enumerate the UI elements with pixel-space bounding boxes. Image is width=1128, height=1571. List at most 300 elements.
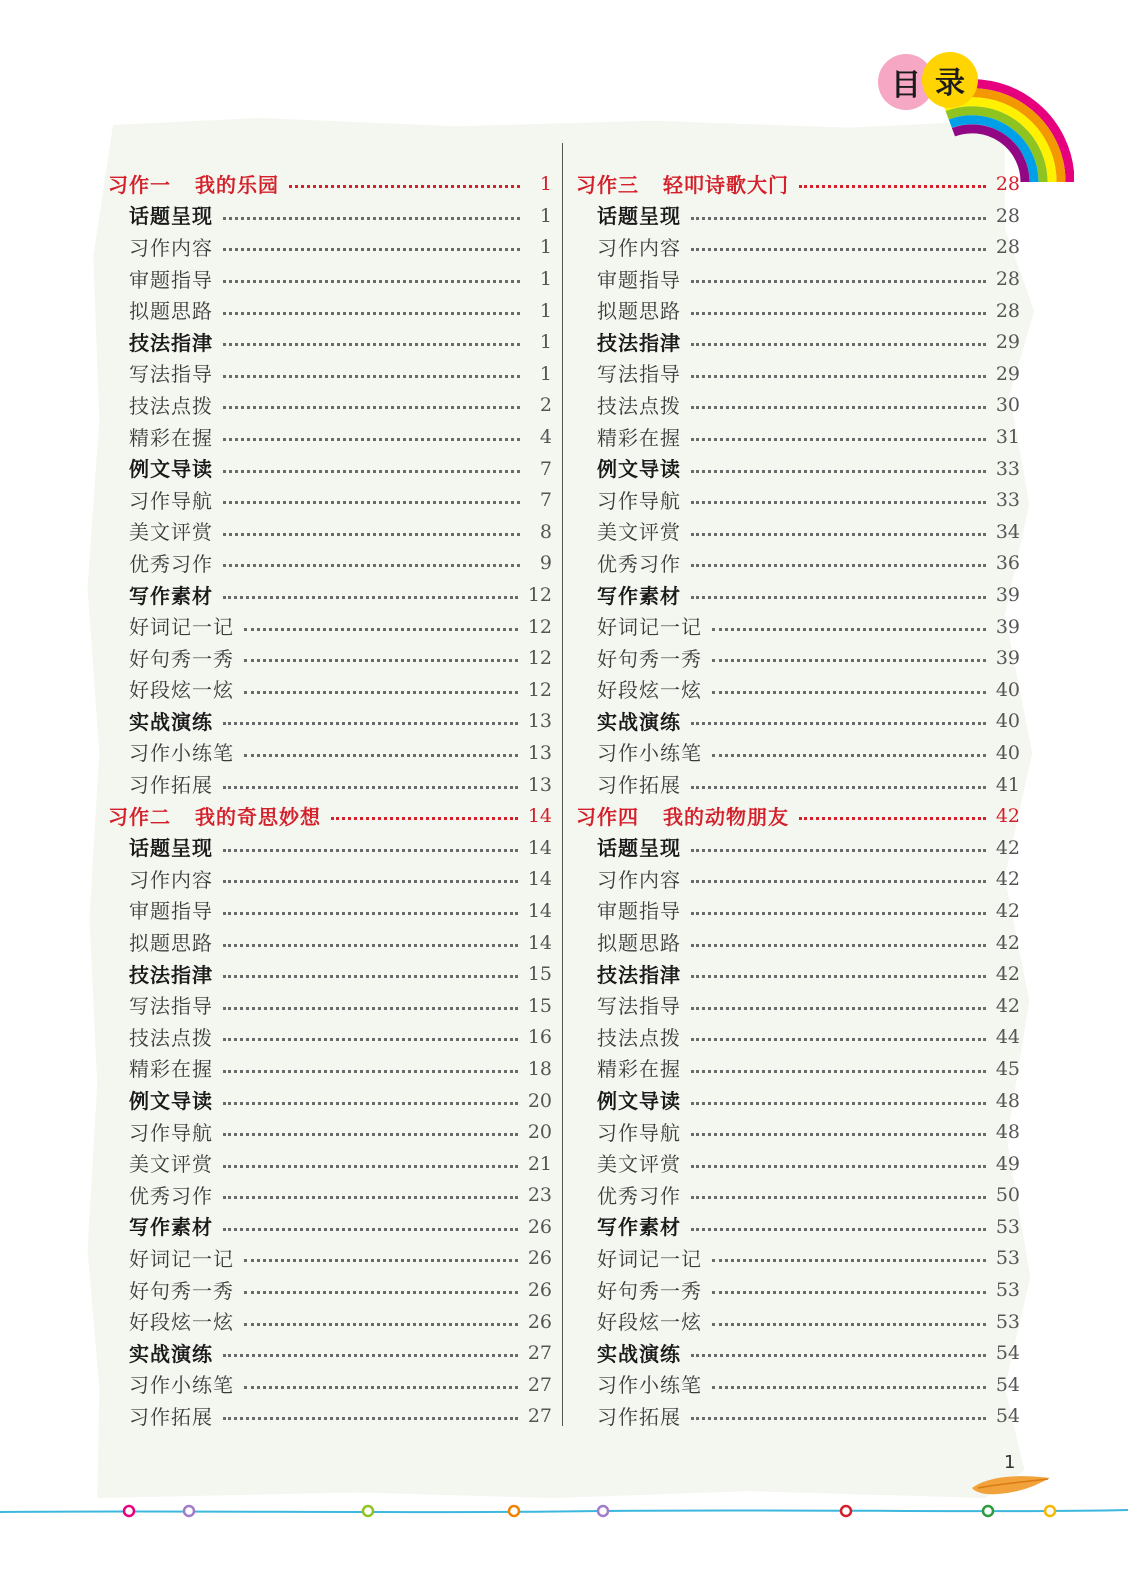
dot-leader [244,1291,518,1294]
toc-item-entry[interactable] [108,990,552,1022]
toc-item-entry[interactable] [108,232,552,264]
toc-item-entry[interactable] [576,1117,1020,1149]
toc-page-number: 26 [527,1247,552,1270]
dot-leader [223,596,518,599]
toc-page-number: 20 [527,1089,552,1112]
toc-item-entry[interactable] [108,295,552,327]
toc-page-number: 42 [995,994,1020,1017]
toc-page-number: 42 [995,836,1020,859]
toc-entry-label [108,172,279,197]
dot-leader [691,564,986,567]
toc-section-title: 我的动物朋友 [663,804,789,829]
toc-entry-label: 好词记一记 [597,1246,702,1271]
toc-item-entry[interactable] [108,1370,552,1402]
toc-page-number: 54 [995,1373,1020,1396]
toc-page-number: 39 [995,647,1020,670]
dot-leader [223,501,520,504]
toc-section-title: 我的奇思妙想 [195,804,321,829]
dot-leader [331,817,518,820]
toc-entry-label [576,172,789,197]
toc-category-entry[interactable] [108,1212,552,1244]
dot-leader [691,343,986,346]
toc-entry-label: 美文评赏 [597,520,681,545]
toc-page-number: 42 [995,963,1020,986]
toc-page-number: 14 [527,899,552,922]
dot-leader [712,628,986,631]
toc-category-entry[interactable] [576,1212,1020,1244]
toc-item-entry[interactable] [108,896,552,928]
dot-leader [223,1165,518,1168]
toc-page-number: 14 [527,805,552,828]
toc-page-number: 28 [995,204,1020,227]
dot-leader [244,691,518,694]
dot-leader [691,1038,986,1041]
dot-leader [244,659,518,662]
toc-entry-label: 精彩在握 [597,425,681,450]
toc-section-number: 习作三 [576,172,639,197]
page-number: 1 [1004,1452,1016,1473]
dot-leader [691,1417,986,1420]
toc-item-entry[interactable] [108,264,552,296]
toc-page-number: 1 [539,204,552,227]
dot-leader [691,1070,986,1073]
toc-entry-label: 美文评赏 [129,1152,213,1177]
dot-leader [712,1291,986,1294]
toc-entry-label: 习作拓展 [597,1404,681,1429]
toc-page-number: 54 [995,1405,1020,1428]
toc-section-number: 习作一 [108,172,171,197]
toc-category-entry[interactable] [108,1085,552,1117]
dot-leader [691,375,986,378]
toc-item-entry[interactable] [576,896,1020,928]
toc-page-number: 40 [995,741,1020,764]
dot-leader [223,280,520,283]
toc-section-entry[interactable] [108,801,552,833]
toc-page-number: 7 [539,457,552,480]
toc-entry-label: 实战演练 [129,1341,213,1366]
toc-page-number: 34 [995,520,1020,543]
bottom-dot [509,1506,519,1516]
dot-leader [691,312,986,315]
toc-entry-label: 好段炫一炫 [129,678,234,703]
toc-item-entry[interactable] [576,1306,1020,1338]
toc-page-number: 48 [995,1089,1020,1112]
dot-leader [223,912,518,915]
dot-leader [223,1417,518,1420]
dot-leader [244,1386,518,1389]
dot-leader [691,501,986,504]
toc-item-entry[interactable] [576,485,1020,517]
toc-item-entry[interactable] [576,1275,1020,1307]
dot-leader [691,722,986,725]
dot-leader [289,185,520,188]
dot-leader [223,406,520,409]
toc-entry-label: 习作导航 [129,488,213,513]
toc-entry-label: 审题指导 [597,899,681,924]
toc-page-number: 28 [995,299,1020,322]
dot-leader [691,912,986,915]
dot-leader [712,1386,986,1389]
toc-entry-label: 拟题思路 [129,299,213,324]
toc-entry-label: 拟题思路 [129,931,213,956]
toc-entry-label: 好句秀一秀 [129,1278,234,1303]
dot-leader [712,1259,986,1262]
toc-item-entry[interactable] [576,422,1020,454]
dot-leader [223,722,518,725]
toc-item-entry[interactable] [576,675,1020,707]
toc-section-title: 轻叩诗歌大门 [663,172,789,197]
toc-entry-label: 优秀习作 [129,1183,213,1208]
toc-entry-label: 好段炫一炫 [597,1310,702,1335]
bottom-dot [184,1506,194,1516]
dot-leader [712,691,986,694]
toc-section-number: 习作四 [576,804,639,829]
toc-entry-label [576,804,789,829]
dot-leader [691,1102,986,1105]
toc-entry-label: 好词记一记 [597,615,702,640]
toc-category-entry[interactable] [576,453,1020,485]
dot-leader [223,1070,518,1073]
toc-page-number: 2 [539,394,552,417]
toc-item-entry[interactable] [108,643,552,675]
toc-page-number: 27 [527,1342,552,1365]
toc-item-entry[interactable] [108,1306,552,1338]
toc-entry-label: 优秀习作 [129,551,213,576]
toc-entry-label: 习作小练笔 [597,1373,702,1398]
toc-item-entry[interactable] [108,675,552,707]
toc-entry-label: 好词记一记 [129,615,234,640]
toc-page-number: 9 [539,552,552,575]
toc-entry-label: 好词记一记 [129,1246,234,1271]
dot-leader [691,1354,986,1357]
dot-leader [223,217,520,220]
dot-leader [223,1354,518,1357]
toc-item-entry[interactable] [576,548,1020,580]
toc-item-entry[interactable] [576,1243,1020,1275]
toc-page-number: 27 [527,1405,552,1428]
toc-entry-label: 拟题思路 [597,931,681,956]
toc-entry-label: 话题呈现 [129,204,213,229]
dot-leader [223,343,520,346]
toc-page-number: 1 [539,362,552,385]
badge-char-lu: 录 [922,52,978,108]
toc-category-entry[interactable] [108,706,552,738]
toc-category-entry[interactable] [108,453,552,485]
toc-category-entry[interactable] [108,580,552,612]
dot-leader [799,817,986,820]
badge-char-mu: 目 [878,54,934,110]
dot-leader [223,849,518,852]
toc-entry-label: 话题呈现 [597,204,681,229]
toc-page-number: 50 [995,1184,1020,1207]
toc-page-number: 23 [527,1184,552,1207]
toc-entry-label: 优秀习作 [597,551,681,576]
toc-page-number: 49 [995,1152,1020,1175]
toc-item-entry[interactable] [108,359,552,391]
dot-leader [223,312,520,315]
dot-leader [691,1165,986,1168]
toc-item-entry[interactable] [576,1401,1020,1433]
toc-item-entry[interactable] [108,738,552,770]
toc-entry-label: 写作素材 [597,1215,681,1240]
toc-item-entry[interactable] [108,1117,552,1149]
toc-item-entry[interactable] [108,1148,552,1180]
toc-entry-label: 拟题思路 [597,299,681,324]
toc-entry-label: 写作素材 [129,1215,213,1240]
dot-leader [223,1038,518,1041]
toc-item-entry[interactable] [576,1022,1020,1054]
dot-leader [244,754,518,757]
toc-entry-label: 例文导读 [129,457,213,482]
dot-leader [691,217,986,220]
toc-item-entry[interactable] [108,611,552,643]
toc-page-number: 1 [539,268,552,291]
toc-page-number: 15 [527,963,552,986]
dot-leader [691,1133,986,1136]
toc-entry-label: 好句秀一秀 [597,646,702,671]
dot-leader [223,1102,518,1105]
dot-leader [691,1196,986,1199]
toc-page-number: 7 [539,489,552,512]
toc-item-entry[interactable] [108,548,552,580]
toc-item-entry[interactable] [576,643,1020,675]
dot-leader [223,470,520,473]
toc-item-entry[interactable] [108,485,552,517]
toc-page-number: 42 [995,868,1020,891]
toc-entry-label: 习作导航 [129,1120,213,1145]
toc-page-number: 1 [539,173,552,196]
toc-entry-label: 例文导读 [597,1089,681,1114]
toc-item-entry[interactable] [576,1054,1020,1086]
toc-entry-label: 审题指导 [129,899,213,924]
toc-entry-label: 习作拓展 [597,773,681,798]
toc-page-number: 1 [539,331,552,354]
toc-entry-label: 习作导航 [597,488,681,513]
toc-category-entry[interactable] [576,1085,1020,1117]
toc-category-entry[interactable] [576,959,1020,991]
toc-page-number: 39 [995,615,1020,638]
toc-page-number: 21 [527,1152,552,1175]
toc-page-number: 28 [995,236,1020,259]
toc-page-number: 42 [995,931,1020,954]
toc-entry-label: 写法指导 [597,362,681,387]
dot-leader [223,944,518,947]
toc-entry-label: 写法指导 [597,994,681,1019]
toc-item-entry[interactable] [108,1054,552,1086]
toc-item-entry[interactable] [108,1180,552,1212]
toc-item-entry[interactable] [576,1370,1020,1402]
toc-entry-label: 实战演练 [129,709,213,734]
bottom-dot [1045,1506,1055,1516]
toc-entry-label: 技法指津 [129,962,213,987]
bottom-dot [598,1506,608,1516]
dot-leader [223,1007,518,1010]
toc-page-number: 1 [539,299,552,322]
toc-entry-label: 技法点拨 [129,1025,213,1050]
toc-item-entry[interactable] [108,864,552,896]
bottom-dot [124,1506,134,1516]
toc-category-entry[interactable] [576,201,1020,233]
dot-leader [691,533,986,536]
toc-entry-label: 习作小练笔 [597,741,702,766]
toc-category-entry[interactable] [108,959,552,991]
toc-entry-label: 习作内容 [597,867,681,892]
toc-entry-label: 写法指导 [129,362,213,387]
toc-entry-label: 例文导读 [597,457,681,482]
toc-page-number: 8 [539,520,552,543]
toc-category-entry[interactable] [108,201,552,233]
dot-leader [691,880,986,883]
toc-page-number: 12 [527,678,552,701]
toc-entry-label: 习作小练笔 [129,741,234,766]
toc-page-number: 4 [539,426,552,449]
toc-item-entry[interactable] [108,1243,552,1275]
toc-page-number: 13 [527,741,552,764]
toc-item-entry[interactable] [576,359,1020,391]
dot-leader [691,849,986,852]
toc-entry-label: 习作内容 [597,235,681,260]
toc-page-number: 30 [995,394,1020,417]
toc-page-number: 42 [995,805,1020,828]
toc-entry-label: 习作小练笔 [129,1373,234,1398]
toc-category-entry[interactable] [576,832,1020,864]
toc-item-entry[interactable] [108,1401,552,1433]
toc-item-entry[interactable] [108,1022,552,1054]
toc-item-entry[interactable] [576,390,1020,422]
toc-page-number: 13 [527,710,552,733]
toc-entry-label: 美文评赏 [597,1152,681,1177]
bottom-decoration-line [0,1490,1128,1530]
dot-leader [691,470,986,473]
toc-page-number: 31 [995,426,1020,449]
dot-leader [223,438,520,441]
toc-item-entry[interactable] [576,611,1020,643]
toc-category-entry[interactable] [576,327,1020,359]
toc-category-entry[interactable] [108,1338,552,1370]
toc-entry-label: 写作素材 [129,583,213,608]
toc-item-entry[interactable] [576,927,1020,959]
toc-item-entry[interactable] [576,738,1020,770]
dot-leader [223,375,520,378]
toc-page-number: 29 [995,331,1020,354]
toc-page-number: 26 [527,1310,552,1333]
toc-entry-label: 审题指导 [597,267,681,292]
toc-entry-label: 优秀习作 [597,1183,681,1208]
dot-leader [691,944,986,947]
toc-page-number: 42 [995,899,1020,922]
toc-page-number: 44 [995,1026,1020,1049]
toc-entry-label: 技法点拨 [129,393,213,418]
toc-entry-label: 好段炫一炫 [597,678,702,703]
toc-category-entry[interactable] [108,832,552,864]
toc-item-entry[interactable] [576,990,1020,1022]
toc-item-entry[interactable] [108,1275,552,1307]
toc-page-number: 12 [527,647,552,670]
toc-entry-label: 技法点拨 [597,393,681,418]
toc-page-number: 16 [527,1026,552,1049]
toc-category-entry[interactable] [108,327,552,359]
toc-page-number: 45 [995,1057,1020,1080]
toc-entry-label: 美文评赏 [129,520,213,545]
toc-item-entry[interactable] [576,517,1020,549]
toc-page-number: 53 [995,1310,1020,1333]
dot-leader [712,659,986,662]
dot-leader [223,564,520,567]
toc-page-number: 13 [527,773,552,796]
toc-item-entry[interactable] [576,1180,1020,1212]
dot-leader [244,628,518,631]
toc-entry-label: 写作素材 [597,583,681,608]
toc-page-number: 53 [995,1279,1020,1302]
toc-entry-label: 习作拓展 [129,1404,213,1429]
toc-item-entry[interactable] [576,264,1020,296]
toc-page-number: 14 [527,868,552,891]
toc-item-entry[interactable] [576,769,1020,801]
toc-item-entry[interactable] [576,295,1020,327]
toc-page-number: 53 [995,1215,1020,1238]
dot-leader [799,185,986,188]
toc-page-number: 33 [995,457,1020,480]
toc-entry-label: 实战演练 [597,1341,681,1366]
toc-page-number: 29 [995,362,1020,385]
toc-entry-label: 精彩在握 [597,1057,681,1082]
toc-category-entry[interactable] [576,580,1020,612]
toc-section-entry[interactable] [108,169,552,201]
toc-section-entry[interactable] [576,801,1020,833]
toc-category-entry[interactable] [576,1338,1020,1370]
toc-page-number: 27 [527,1373,552,1396]
dot-leader [223,533,520,536]
dot-leader [244,1323,518,1326]
toc-entry-label: 技法点拨 [597,1025,681,1050]
toc-item-entry[interactable] [108,390,552,422]
toc-page-number: 28 [995,268,1020,291]
toc-item-entry[interactable] [108,422,552,454]
toc-entry-label: 精彩在握 [129,425,213,450]
toc-entry-label: 技法指津 [597,330,681,355]
toc-page-number: 40 [995,710,1020,733]
toc-page-number: 40 [995,678,1020,701]
dot-leader [223,1196,518,1199]
toc-category-entry[interactable] [576,706,1020,738]
toc-entry-label: 实战演练 [597,709,681,734]
toc-page-number: 33 [995,489,1020,512]
dot-leader [691,596,986,599]
toc-entry-label: 例文导读 [129,1089,213,1114]
toc-section-entry[interactable] [576,169,1020,201]
dot-leader [691,248,986,251]
toc-item-entry[interactable] [576,864,1020,896]
toc-entry-label: 好段炫一炫 [129,1310,234,1335]
toc-item-entry[interactable] [576,1148,1020,1180]
toc-page-number: 14 [527,836,552,859]
toc-header-badge [874,50,1074,185]
toc-item-entry[interactable] [108,769,552,801]
dot-leader [244,1259,518,1262]
toc-item-entry[interactable] [576,232,1020,264]
toc-page-number: 1 [539,236,552,259]
toc-item-entry[interactable] [108,927,552,959]
toc-page-number: 28 [995,173,1020,196]
dot-leader [223,786,518,789]
toc-item-entry[interactable] [108,517,552,549]
dot-leader [691,406,986,409]
dot-leader [691,1228,986,1231]
toc-page-number: 12 [527,615,552,638]
toc-page-number: 26 [527,1215,552,1238]
toc-entry-label: 习作内容 [129,235,213,260]
toc-page-number: 26 [527,1279,552,1302]
